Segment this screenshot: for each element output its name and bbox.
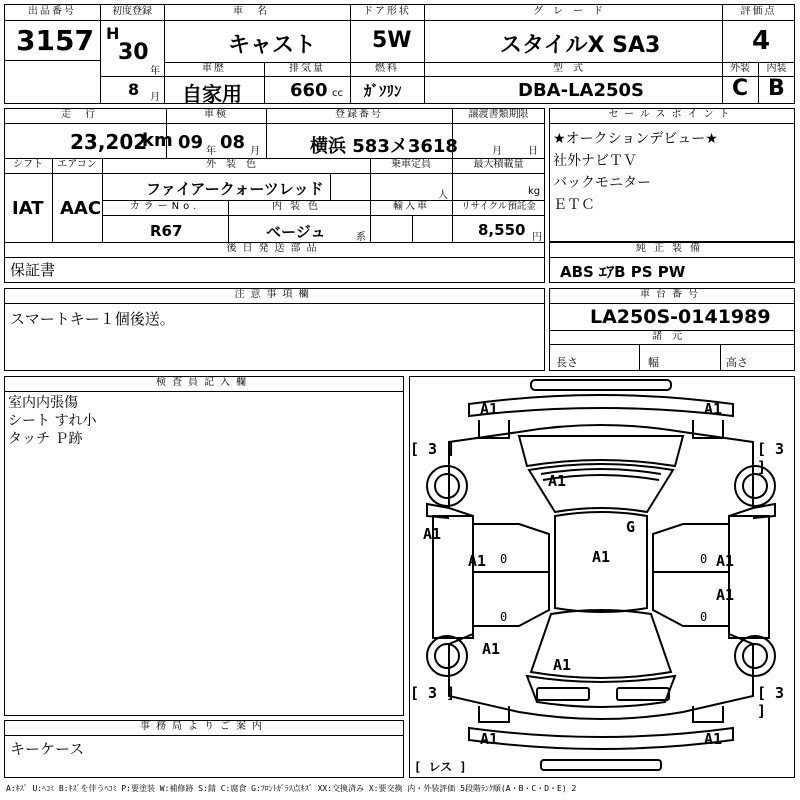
- office-label: 事務局よりご案内: [140, 721, 268, 732]
- mark-right-rear-door: A1: [716, 586, 735, 604]
- genuine-text: ABS ｴｱB PS PW: [560, 263, 686, 281]
- ac-label: エアコン: [57, 159, 97, 170]
- history: 自家用: [182, 82, 242, 106]
- doors-label: ドア形状: [363, 6, 411, 17]
- displacement-label: 排気量: [289, 63, 325, 74]
- office-text: キーケース: [10, 740, 85, 758]
- later-parts-text: 保証書: [10, 261, 56, 279]
- sales-points-label: セールスポイント: [608, 109, 736, 120]
- inspector-label: 検査員記入欄: [156, 377, 252, 388]
- cc-unit: cc: [332, 88, 343, 99]
- mark-left-fender: A1: [423, 525, 442, 543]
- first-reg-label: 初度登録: [112, 6, 152, 17]
- recycle-label: リサイクル預託金: [461, 201, 536, 212]
- car-name: キャスト: [228, 33, 317, 58]
- caution-text: スマートキー１個後送。: [10, 310, 175, 328]
- ext-grade: C: [732, 76, 749, 101]
- score-label: 評価点: [740, 6, 777, 17]
- mark-rear-left: A1: [480, 730, 499, 748]
- later-parts-label: 後日発送部品: [226, 243, 323, 254]
- history-label: 車歴: [202, 63, 226, 74]
- inspector-line-2: シート すれ小: [8, 413, 97, 429]
- mark-left-rear: A1: [482, 640, 501, 658]
- sales-point-1: ★オークションデビュー★: [553, 131, 718, 147]
- lot-label: 出品番号: [28, 6, 76, 17]
- sales-point-4: ＥＴＣ: [553, 197, 595, 213]
- transfer-label: 譲渡書類期限: [468, 109, 529, 120]
- int-color-unit: 系: [356, 232, 366, 243]
- mileage: 23,202: [70, 130, 148, 154]
- mark-front-left: A1: [480, 400, 499, 418]
- mark-tailgate: A1: [553, 656, 572, 674]
- length-label: 長さ: [556, 356, 578, 369]
- load-label: 最大積載量: [473, 159, 524, 170]
- color-no: R67: [150, 222, 183, 240]
- mark-zero-1: 0: [500, 552, 508, 566]
- inspection-year: 09: [178, 132, 204, 153]
- month-unit: 月: [150, 92, 160, 103]
- recycle: 8,550: [478, 221, 526, 239]
- mark-bracket-3: [ 3 ]: [410, 684, 456, 702]
- int-color: ベージュ: [266, 223, 326, 241]
- grade: スタイルX SA3: [500, 33, 661, 58]
- width-label: 幅: [648, 356, 659, 369]
- car-name-label: 車名: [233, 6, 281, 17]
- capacity-label: 乗車定員: [391, 159, 431, 170]
- mileage-label: 走行: [61, 109, 109, 120]
- shift-label: シフト: [13, 159, 43, 170]
- dims-label: 諸元: [652, 331, 692, 342]
- ext-color-label: 外装色: [206, 159, 266, 170]
- fuel: ｶﾞｿﾘﾝ: [364, 82, 402, 100]
- reg-no-label: 登録番号: [335, 109, 383, 120]
- inspection-month: 08: [220, 132, 246, 153]
- model: DBA-LA250S: [518, 80, 644, 101]
- inspector-line-1: 室内内張傷: [8, 395, 78, 411]
- chassis-label: 車台番号: [640, 289, 704, 300]
- capacity-unit: 人: [438, 190, 448, 201]
- int-label: 内装: [766, 63, 787, 74]
- caution-label: 注意事項欄: [234, 289, 315, 300]
- inspection-month-unit: 月: [250, 146, 260, 157]
- transfer-month: 月: [492, 146, 502, 157]
- doors: 5W: [372, 28, 412, 53]
- mark-zero-2: 0: [700, 552, 708, 566]
- car-diagram: [409, 376, 795, 778]
- lot-number: 3157: [16, 24, 94, 57]
- ext-label: 外装: [730, 63, 750, 74]
- mark-rear-right: A1: [704, 730, 723, 748]
- reg-month: 8: [128, 80, 140, 99]
- import-label: 輸入車: [393, 201, 429, 212]
- mark-less: [ レス ]: [414, 760, 467, 774]
- mark-front-right: A1: [704, 400, 723, 418]
- legend: A:ｷｽﾞ U:ﾍｺﾐ B:ｷｽﾞを伴うﾍｺﾐ P:要塗装 W:補修跡 S:錆 C:腐食 G:ﾌﾛﾝﾄｶﾞﾗｽ点ｷｽﾞ XX:交換済み X:要交換 内・外装評価 5段階ﾗﾝｸ順(A・B・C・D・E) 2: [6, 784, 577, 793]
- inspection-year-unit: 年: [206, 146, 216, 157]
- load-unit: kg: [528, 186, 541, 197]
- inspection-label: 車検: [204, 109, 228, 120]
- mark-left-door: A1: [468, 552, 487, 570]
- mark-bracket-2: [ 3 ]: [757, 440, 785, 476]
- height-label: 高さ: [726, 356, 748, 369]
- sales-point-3: バックモニター: [553, 175, 651, 191]
- era: H: [106, 24, 120, 43]
- reg-year: 30: [118, 40, 149, 65]
- color-no-label: カラーNo.: [129, 201, 201, 212]
- transfer-day: 日: [528, 146, 538, 157]
- mark-zero-3: 0: [500, 610, 508, 624]
- displacement: 660: [290, 80, 328, 101]
- model-label: 型式: [553, 63, 593, 74]
- mark-roof: A1: [592, 548, 611, 566]
- recycle-unit: 円: [532, 232, 542, 243]
- mark-glass-g: G: [626, 518, 636, 536]
- grade-label: グレード: [533, 6, 613, 17]
- km-unit: km: [142, 130, 173, 151]
- mark-bracket-1: [ 3 ]: [410, 440, 456, 458]
- int-grade: B: [768, 76, 785, 101]
- chassis-number: LA250S-0141989: [590, 306, 771, 328]
- score: 4: [752, 26, 771, 56]
- int-color-label: 内装色: [272, 201, 326, 212]
- year-unit: 年: [150, 66, 160, 77]
- ac: AAC: [60, 198, 102, 219]
- reg-no: 横浜 583メ3618: [310, 136, 458, 157]
- mark-windshield: A1: [548, 472, 567, 490]
- shift: IAT: [12, 198, 44, 219]
- mark-zero-4: 0: [700, 610, 708, 624]
- mark-right-door: A1: [716, 552, 735, 570]
- fuel-label: 燃料: [375, 63, 399, 74]
- mark-bracket-4: [ 3 ]: [757, 684, 785, 720]
- sales-point-2: 社外ナビＴＶ: [553, 153, 637, 169]
- ext-color: ファイアークォーツレッド: [146, 180, 324, 198]
- inspector-line-3: タッチ Ｐ跡: [8, 431, 83, 447]
- genuine-label: 純正装備: [636, 243, 708, 254]
